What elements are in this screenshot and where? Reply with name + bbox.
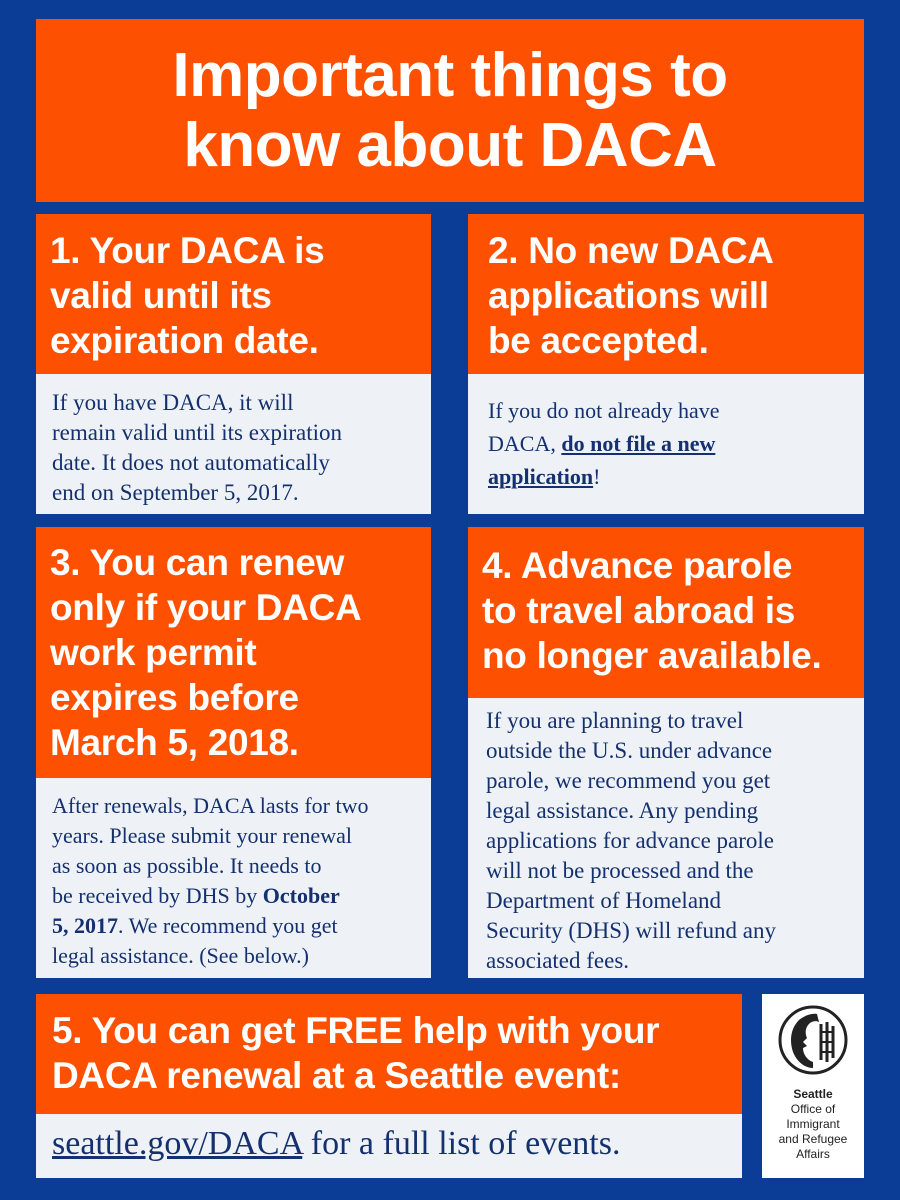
item-2-body-line xyxy=(488,427,850,460)
item-4-body xyxy=(468,698,864,978)
do-not-file-link[interactable]: do not file a new xyxy=(561,431,716,456)
item-5-body-text: for a full list of events. xyxy=(302,1125,621,1162)
deadline-text: 5, 2017 xyxy=(52,913,118,938)
item-4-body-line: associated fees. xyxy=(486,948,630,973)
item-4-body-line: will not be processed and the xyxy=(486,858,754,883)
item-2-body-line xyxy=(488,460,850,493)
item-2-body-text: DACA, xyxy=(488,431,556,456)
item-4-heading-line: to travel abroad is xyxy=(482,590,796,631)
item-3-body-line xyxy=(52,881,417,911)
item-5-heading-line: 5. You can get FREE help with your xyxy=(52,1010,660,1051)
seattle-daca-link[interactable]: seattle.gov/DACA xyxy=(52,1125,303,1162)
item-3-body-line: as soon as possible. It needs to xyxy=(52,853,322,878)
item-5-heading-line: DACA renewal at a Seattle event: xyxy=(52,1055,621,1096)
item-4-body-line: parole, we recommend you get xyxy=(486,768,771,793)
item-4-heading-line: 4. Advance parole xyxy=(482,545,793,586)
item-1-heading-line: expiration date. xyxy=(50,320,319,361)
item-3-body-line: After renewals, DACA lasts for two xyxy=(52,793,369,818)
item-4-body-line: outside the U.S. under advance xyxy=(486,738,773,763)
item-1-body xyxy=(36,374,431,514)
item-1-body-line: end on September 5, 2017. xyxy=(52,480,299,505)
item-1-heading xyxy=(36,214,431,374)
item-2-heading-line: applications will xyxy=(488,275,769,316)
item-2-heading-line: be accepted. xyxy=(488,320,709,361)
item-3-body-line: legal assistance. (See below.) xyxy=(52,943,309,968)
logo-line: Affairs xyxy=(796,1147,830,1161)
item-5-body xyxy=(36,1114,742,1178)
item-3-heading-line: March 5, 2018. xyxy=(50,722,299,763)
item-3-body-line xyxy=(52,911,417,941)
item-1-body-line: date. It does not automatically xyxy=(52,450,330,475)
item-1-heading-line: 1. Your DACA is xyxy=(50,230,325,271)
title-line-1: Important things to xyxy=(172,40,728,110)
logo-city: Seattle xyxy=(793,1087,833,1101)
item-3-body-text: be received by DHS by xyxy=(52,883,258,908)
title-line-2: know about DACA xyxy=(183,110,717,180)
item-2-heading-line: 2. No new DACA xyxy=(488,230,774,271)
item-4-body-line: applications for advance parole xyxy=(486,828,775,853)
deadline-text: October xyxy=(262,883,340,908)
item-3-body-line: years. Please submit your renewal xyxy=(52,823,352,848)
logo-line: Immigrant xyxy=(786,1117,840,1131)
item-3-heading-line: expires before xyxy=(50,677,299,718)
item-4-body-line: Security (DHS) will refund any xyxy=(486,918,776,943)
item-1-body-line: remain valid until its expiration xyxy=(52,420,342,445)
item-3-heading-line: work permit xyxy=(50,632,257,673)
page-title xyxy=(36,19,864,202)
item-4-heading-line: no longer available. xyxy=(482,635,822,676)
item-3-heading-line: only if your DACA xyxy=(50,587,362,628)
item-4-body-line: If you are planning to travel xyxy=(486,708,744,733)
item-4-body-line: Department of Homeland xyxy=(486,888,722,913)
seattle-seal-icon xyxy=(777,1004,849,1081)
item-4-body-line: legal assistance. Any pending xyxy=(486,798,759,823)
item-2-body xyxy=(468,374,864,514)
seattle-logo xyxy=(762,994,864,1178)
item-3-body-text: . We recommend you get xyxy=(118,913,338,938)
item-4-heading xyxy=(468,527,864,698)
item-2-heading xyxy=(468,214,864,374)
item-3-heading xyxy=(36,527,431,778)
item-1-heading-line: valid until its xyxy=(50,275,272,316)
item-3-heading-line: 3. You can renew xyxy=(50,542,345,583)
application-link[interactable]: application xyxy=(488,464,594,489)
logo-text xyxy=(779,1087,848,1162)
item-3-body xyxy=(36,778,431,978)
item-2-body-line: If you do not already have xyxy=(488,398,720,423)
item-5-heading xyxy=(36,994,742,1114)
item-2-body-suffix: ! xyxy=(593,464,601,489)
logo-line: and Refugee xyxy=(778,1132,848,1146)
logo-line: Office of xyxy=(790,1102,836,1116)
item-1-body-line: If you have DACA, it will xyxy=(52,390,294,415)
